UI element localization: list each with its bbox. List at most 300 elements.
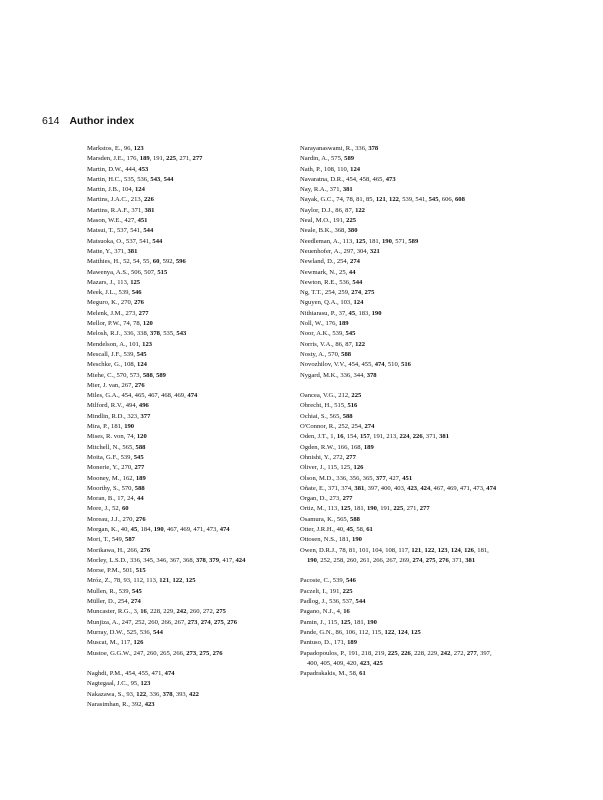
page-ref: 254	[351, 423, 362, 431]
page-ref: 501	[122, 567, 133, 575]
page-ref: 371	[329, 186, 340, 194]
index-entry: Pande, G.N., 86, 106, 112, 115, 122, 124, 125	[300, 628, 421, 636]
index-entry: Oliver, J., 115, 125, 126	[300, 464, 364, 472]
author-name: Mustoe, G.G.W.,	[87, 649, 132, 657]
index-entry: Newton, R.E., 536, 544	[300, 278, 363, 286]
page-ref: 226	[400, 649, 411, 657]
index-entry: Neale, B.K., 368, 380	[300, 227, 358, 235]
author-name: Murray, D.W.,	[87, 628, 125, 636]
page-ref: 44	[348, 268, 356, 276]
page-ref: 588	[135, 443, 146, 451]
page-ref: 277	[192, 155, 203, 163]
index-entry: Moorthy, S., 570, 588	[87, 484, 145, 492]
page-ref: 539	[332, 577, 343, 585]
index-entry: Noor, A.K., 539, 545	[300, 330, 356, 338]
page-ref: 252	[320, 556, 331, 564]
page-ref: 544	[163, 175, 174, 183]
page-ref: 252	[134, 618, 145, 626]
author-name: Martin, H.C.,	[87, 175, 123, 183]
page-ref: 427	[389, 474, 399, 482]
page-ref: 219	[374, 649, 385, 657]
author-name: Matsui, T.,	[87, 227, 116, 235]
page-ref: 267	[121, 381, 132, 389]
page-ref: 125	[410, 628, 421, 636]
page-ref: 191	[373, 433, 384, 441]
page-ref: 565	[122, 443, 133, 451]
page-ref: 525	[126, 628, 137, 636]
page-ref: 537	[126, 237, 136, 245]
index-entry: Obrecht, H., 515, 516	[300, 402, 358, 410]
index-column-left	[87, 144, 287, 710]
index-entry: Paczelt, I., 191, 225	[300, 587, 353, 595]
page-ref: 225	[342, 587, 353, 595]
index-entry: Matte, Y., 371, 381	[87, 247, 138, 255]
page-ref: 190	[307, 556, 317, 564]
author-name: Oden, J.T.,	[300, 433, 329, 441]
page-ref: 565	[329, 412, 340, 420]
author-name: Naylor, D.J.,	[300, 206, 334, 214]
page-ref: 126	[133, 639, 144, 647]
page-ref: 260	[148, 618, 158, 626]
page-ref: 275	[199, 649, 210, 657]
index-entry: Narasimhan, R., 392, 423	[87, 701, 155, 709]
page-ref: 536	[139, 628, 150, 636]
index-entry: Meguro, K., 270, 276	[87, 299, 144, 307]
index-entry: Miehe, C., 570, 573, 588, 589	[87, 371, 166, 379]
author-name: Melosh, R.J.,	[87, 330, 122, 338]
author-name: Nardin, A.,	[300, 155, 330, 163]
page-ref: 374	[341, 484, 352, 492]
index-entry: Papadrakakis, M., 58, 61	[300, 670, 366, 678]
page-ref: 183	[358, 309, 369, 317]
page-ref: 108	[324, 165, 334, 173]
page-ref: 541	[130, 227, 141, 235]
index-entry: Mises, R. von, 74, 120	[87, 433, 147, 441]
author-name: Newmark, N.,	[300, 268, 338, 276]
page-ref: 494	[125, 402, 136, 410]
index-entry: Milford, R.V., 494, 496	[87, 402, 149, 410]
page-ref: 271	[179, 155, 190, 163]
index-entry: Nosty, A., 570, 588	[300, 350, 352, 358]
index-entry: Neal, M.O., 191, 225	[300, 217, 357, 225]
index-entry: Moreau, J.J., 270, 276	[87, 515, 146, 523]
page-ref: 451	[402, 474, 413, 482]
page-ref: 458	[359, 175, 370, 183]
page-ref: 125	[340, 464, 351, 472]
index-entry: Mazars, J., 113, 125	[87, 278, 141, 286]
page-ref: 3	[133, 608, 137, 616]
index-entry: Olson, M.D., 336, 356, 365, 377, 427, 451	[300, 474, 413, 482]
author-name: Needleman, A.,	[300, 237, 342, 245]
page-ref: 304	[356, 247, 367, 255]
page-ref: 545	[136, 350, 147, 358]
page-ref: 543	[176, 330, 187, 338]
author-name: Navaratna, D.R.,	[300, 175, 345, 183]
page-ref: 420	[346, 659, 357, 667]
index-entry: Moran, B., 17, 24, 44	[87, 495, 144, 503]
page-ref: 242	[440, 649, 451, 657]
index-entry: Nakazawa, S., 93, 122, 336, 378, 393, 422	[87, 690, 199, 698]
page-ref: 276	[438, 556, 449, 564]
page-ref: 122	[355, 340, 365, 348]
index-entry: Morley, L.S.D., 336, 345, 346, 367, 368, 378, 379, 417, 424	[87, 556, 246, 564]
page-ref: 78	[346, 196, 353, 204]
page-ref: 516	[347, 402, 358, 410]
page-ref: 45	[348, 309, 356, 317]
page-ref: 60	[152, 258, 160, 266]
page-ref: 377	[375, 474, 386, 482]
page-ref: 273	[187, 618, 198, 626]
page-ref: 113	[146, 577, 156, 585]
index-entry: Morikawa, H., 266, 276	[87, 546, 151, 554]
page-ref: 226	[143, 196, 154, 204]
author-name: Matthies, H.,	[87, 258, 122, 266]
index-entry: Mira, P., 181, 190	[87, 423, 135, 431]
page-ref: 181	[477, 546, 488, 554]
index-entry: Neuenhofer, A., 297, 304, 321	[300, 247, 380, 255]
page-ref: 321	[369, 247, 380, 255]
page-ref: 575	[330, 155, 341, 163]
author-name: Mawenya, A.S.,	[87, 268, 130, 276]
page-ref: 536	[329, 598, 340, 606]
index-entry: More, J., 52, 60	[87, 505, 129, 513]
author-name: Ottosen, N.S.,	[300, 536, 338, 544]
author-name: Ohnishi, Y.,	[300, 453, 332, 461]
page-ref: 378	[162, 690, 173, 698]
page-ref: 225	[346, 217, 357, 225]
index-entry: Nay, R.A., 371, 381	[300, 186, 353, 194]
page-ref: 535	[163, 330, 174, 338]
author-name: Mescall, J.F.,	[87, 350, 122, 358]
page-ref: 467	[433, 484, 444, 492]
page-ref: 537	[342, 598, 353, 606]
page-ref: 225	[166, 155, 177, 163]
page-ref: 124	[137, 361, 147, 369]
page-ref: 85	[365, 196, 373, 204]
page-ref: 191	[332, 217, 343, 225]
index-entry: Ottosen, N.S., 181, 190	[300, 536, 362, 544]
page-ref: 539	[332, 330, 343, 338]
page-ref: 124	[353, 299, 364, 307]
page-ref: 381	[465, 556, 476, 564]
index-entry: Norris, V.A., 86, 87, 122	[300, 340, 365, 348]
index-entry: Otter, J.R.H., 40, 45, 58, 61	[300, 525, 373, 533]
author-name: Otter, J.R.H.,	[300, 525, 335, 533]
author-name: Milford, R.V.,	[87, 402, 125, 410]
page-ref: 16	[140, 608, 147, 616]
page-ref: 539	[123, 350, 134, 358]
page-ref: 96	[123, 145, 131, 152]
page-ref: 228	[414, 649, 425, 657]
page-ref: 81	[356, 196, 363, 204]
page-ref: 74	[336, 196, 343, 204]
page-ref: 424	[420, 484, 431, 492]
author-name: Papadrakakis, M.,	[300, 670, 348, 678]
page-ref: 124	[450, 546, 461, 554]
page-ref: 125	[355, 237, 366, 245]
page-ref: 101	[358, 546, 369, 554]
page-ref: 191	[380, 505, 391, 513]
page-ref: 275	[216, 608, 226, 616]
index-entry: Nagtegaal, J.C., 95, 123	[87, 680, 151, 688]
author-name: More, J.,	[87, 505, 111, 513]
author-name: Neal, M.O.,	[300, 217, 332, 225]
index-entry: Mullen, R., 539, 545	[87, 587, 142, 595]
page-ref: 570	[121, 484, 132, 492]
page-ref: 125	[340, 505, 351, 513]
page-ref: 266	[372, 556, 383, 564]
page-ref: 122	[355, 206, 365, 214]
page-ref: 541	[415, 196, 426, 204]
page-ref: 125	[185, 577, 196, 585]
page-ref: 269	[399, 556, 410, 564]
page-ref: 124	[350, 165, 361, 173]
index-entry: Newmark, N., 25, 44	[300, 268, 356, 276]
index-entry: Martin, J.B., 104, 124	[87, 186, 145, 194]
page-ref: 54	[132, 258, 140, 266]
page-ref: 189	[338, 320, 349, 328]
page-ref: 371	[452, 556, 462, 564]
page-ref: 545	[131, 587, 142, 595]
index-entry: Mustoe, G.G.W., 247, 260, 265, 266, 273, 275, 276	[87, 649, 223, 657]
page-ref: 469	[446, 484, 457, 492]
page-ref: 266	[173, 649, 183, 657]
author-name: Nguyen, Q.A.,	[300, 299, 339, 307]
page-ref: 189	[363, 443, 374, 451]
page-ref: 336	[123, 330, 134, 338]
page-ref: 570	[327, 350, 338, 358]
page-ref: 55	[142, 258, 150, 266]
author-name: Morley, L.S.D.,	[87, 556, 129, 564]
page-ref: 536	[137, 175, 148, 183]
page-ref: 471	[151, 670, 162, 678]
index-entry: Marsden, J.E., 176, 189, 191, 225, 271, 277	[87, 155, 203, 163]
page-ref: 417	[222, 556, 233, 564]
page-ref: 273	[125, 309, 136, 317]
page-ref: 474	[187, 392, 198, 400]
page-ref: 378	[368, 145, 379, 152]
page-ref: 81	[348, 546, 356, 554]
page-ref: 181	[368, 237, 379, 245]
page-ref: 117	[120, 639, 131, 647]
author-name: Neuenhofer, A.,	[300, 247, 342, 255]
page-ref: 541	[139, 237, 150, 245]
page-ref: 121	[159, 577, 170, 585]
page-ref: 252	[338, 423, 349, 431]
page-ref: 37	[338, 309, 346, 317]
author-name: Newton, R.E.,	[300, 278, 338, 286]
page-ref: 469	[180, 525, 191, 533]
page-ref: 122	[172, 577, 183, 585]
page-ref: 371	[328, 484, 338, 492]
page-ref: 224	[399, 433, 410, 441]
page-ref: 465	[134, 392, 145, 400]
author-name: Mira, P.,	[87, 423, 110, 431]
page-ref: 125	[340, 618, 351, 626]
page-ref: 259	[338, 289, 348, 297]
index-entry: Pamin, J., 115, 125, 181, 190	[300, 618, 377, 626]
index-entry: Martin, D.W., 444, 453	[87, 165, 149, 173]
author-name: Ng, T.T.,	[300, 289, 324, 297]
page-ref: 473	[385, 175, 396, 183]
page-ref: 265	[159, 649, 170, 657]
index-entry: Mawenya, A.S., 506, 507, 515	[87, 268, 168, 276]
index-entry: O'Connor, R., 252, 254, 274	[300, 423, 375, 431]
page-ref: 104	[121, 186, 132, 194]
page-ref: 297	[343, 247, 354, 255]
page-ref: 191	[329, 587, 340, 595]
page-ref: 544	[153, 628, 163, 636]
index-entry: Ochiai, S., 565, 588	[300, 412, 353, 420]
author-name: Oancea, V.G.,	[300, 392, 337, 400]
index-entry: Morgan, K., 40, 45, 184, 190, 467, 469, 471, 473, 474	[87, 525, 230, 533]
author-name: Novozhilov, V.V.,	[300, 361, 347, 369]
page-ref: 323	[127, 412, 138, 420]
author-name: Oliver, J.,	[300, 464, 326, 472]
page-ref: 270	[121, 464, 132, 472]
page-ref: 276	[212, 649, 223, 657]
index-entry: Noll, W., 176, 189	[300, 320, 349, 328]
page-ref: 451	[137, 217, 148, 225]
page-ref: 261	[359, 556, 370, 564]
page-ref: 474	[486, 484, 497, 492]
index-entry: Matsuoka, O., 537, 541, 544	[87, 237, 163, 245]
index-entry: Mitchell, N., 565, 588	[87, 443, 146, 451]
page-ref: 544	[352, 278, 363, 286]
author-name: Noll, W.,	[300, 320, 324, 328]
page-ref: 336	[340, 371, 351, 379]
page-ref: 474	[374, 361, 385, 369]
index-entry: Meek, J.L., 539, 546	[87, 289, 142, 297]
index-entry: Nardin, A., 575, 589	[300, 155, 355, 163]
page-ref: 473	[206, 525, 217, 533]
page-ref: 74	[123, 320, 130, 328]
author-name: Marsden, J.E.,	[87, 155, 125, 163]
page-ref: 260	[189, 608, 200, 616]
page-ref: 274	[364, 423, 375, 431]
index-entry: Needleman, A., 113, 125, 181, 190, 571, 589	[300, 237, 419, 245]
page-ref: 422	[189, 690, 199, 698]
page-ref: 16	[336, 433, 344, 441]
author-name: Mazars, J.,	[87, 278, 116, 286]
page-ref: 424	[235, 556, 246, 564]
page-ref: 260	[146, 649, 157, 657]
author-name: Paczelt, I.,	[300, 587, 328, 595]
author-name: Padlog, J.,	[300, 598, 328, 606]
page-ref: 544	[143, 227, 154, 235]
page-ref: 86	[335, 206, 342, 214]
page-ref: 367	[169, 556, 180, 564]
page-ref: 225	[393, 505, 404, 513]
page-ref: 274	[350, 258, 360, 266]
page-ref: 190	[124, 423, 135, 431]
page-ref: 515	[157, 268, 168, 276]
page-ref: 189	[135, 474, 146, 482]
page-ref: 120	[136, 433, 147, 441]
author-name: Ochiai, S.,	[300, 412, 328, 420]
index-entry: Mróz, Z., 78, 93, 112, 113, 121, 122, 125	[87, 577, 196, 585]
page-ref: 453	[138, 165, 149, 173]
author-name: Meek, J.L.,	[87, 289, 117, 297]
page-ref: 1	[330, 433, 334, 441]
page-ref: 589	[344, 155, 355, 163]
author-name: Pagano, N.J.,	[300, 608, 335, 616]
author-name: Morgan, K.,	[87, 525, 120, 533]
page-ref: 467	[147, 392, 158, 400]
page-ref: 121	[375, 196, 386, 204]
index-entry: Muncaster, R.G., 3, 16, 228, 229, 242, 260, 272, 275	[87, 608, 226, 616]
index-entry: Nath, P., 108, 110, 124	[300, 165, 361, 173]
index-entry: Monerie, Y., 270, 277	[87, 464, 145, 472]
page-ref: 276	[134, 299, 144, 307]
page-ref: 226	[412, 433, 423, 441]
page-ref: 573	[129, 371, 140, 379]
page-ref: 468	[161, 392, 171, 400]
page-ref: 356	[349, 474, 360, 482]
page-ref: 454	[125, 670, 135, 678]
author-name: Mori, T.,	[87, 536, 111, 544]
author-name: Mindlin, R.D.,	[87, 412, 126, 420]
page-ref: 154	[346, 433, 357, 441]
page-ref: 403	[393, 484, 404, 492]
author-name: Meguro, K.,	[87, 299, 120, 307]
index-entry: Mason, W.E., 427, 451	[87, 217, 148, 225]
page-ref: 184	[140, 525, 151, 533]
index-entry: Pagano, N.J., 4, 16	[300, 608, 350, 616]
page-ref: 225	[387, 649, 398, 657]
page-ref: 539	[402, 196, 413, 204]
author-name: Mier, J. van,	[87, 381, 120, 389]
page-ref: 17	[117, 495, 124, 503]
page-ref: 471	[459, 484, 470, 492]
page-ref: 44	[137, 495, 144, 503]
page-ref: 272	[202, 608, 213, 616]
author-name: Markstos, E.,	[87, 145, 123, 152]
page-ref: 189	[347, 639, 357, 647]
author-name: Nosty, A.,	[300, 350, 327, 358]
page-ref: 166	[337, 443, 348, 451]
page-ref: 454	[348, 361, 359, 369]
page-ref: 606	[441, 196, 452, 204]
page-ref: 380	[347, 227, 358, 235]
page-ref: 126	[353, 464, 364, 472]
page-ref: 181	[353, 618, 364, 626]
index-entry: Ng, T.T., 254, 259, 274, 275	[300, 289, 375, 297]
author-name: Obrecht, H.,	[300, 402, 333, 410]
author-name: Martin, D.W.,	[87, 165, 124, 173]
page-ref: 405	[320, 659, 331, 667]
page-ref: 515	[135, 567, 146, 575]
page-ref: 108	[123, 361, 134, 369]
author-name: Narayanaswami, R.,	[300, 145, 354, 152]
page-ref: 539	[120, 453, 131, 461]
page-ref: 191	[152, 155, 163, 163]
author-name: Morikawa, H.,	[87, 546, 126, 554]
author-name: Moran, B.,	[87, 495, 116, 503]
page-ref: 427	[124, 217, 135, 225]
page-ref: 378	[150, 330, 160, 338]
page-ref: 108	[385, 546, 396, 554]
page-ref: 393	[175, 690, 186, 698]
page-ref: 228	[150, 608, 160, 616]
page-ref: 115	[371, 628, 382, 636]
page-ref: 545	[345, 330, 356, 338]
page-ref: 535	[124, 175, 134, 183]
page-ref: 78	[133, 320, 140, 328]
page-ref: 400	[380, 484, 391, 492]
page-ref: 254	[324, 289, 335, 297]
page-ref: 162	[122, 474, 133, 482]
